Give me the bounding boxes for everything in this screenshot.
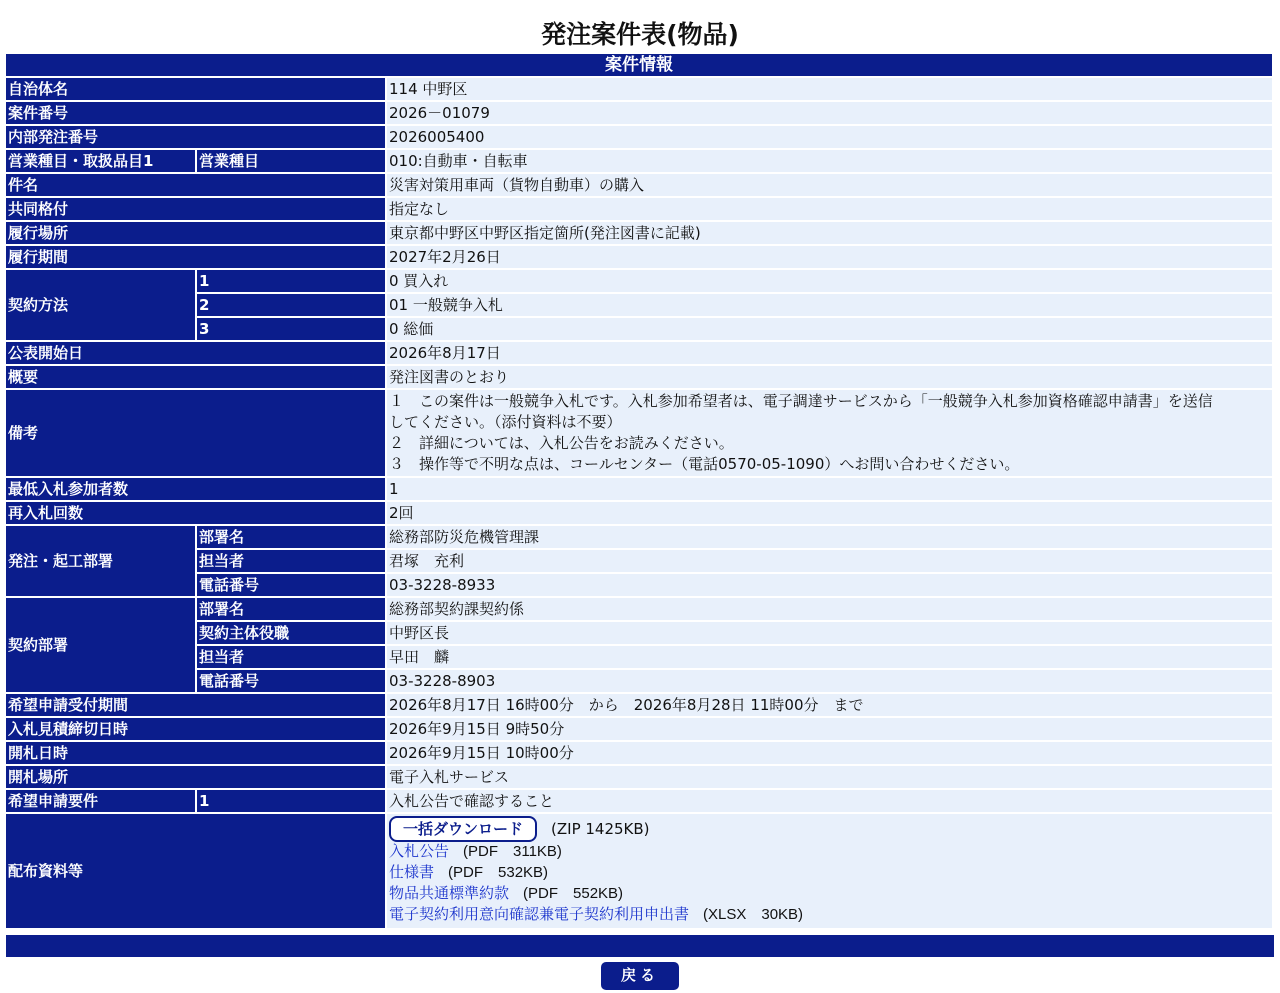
row-saitei	[6, 478, 1274, 502]
value-kaisatsu: 2026年9月15日 10時00分	[387, 742, 1274, 766]
value-kibo-yoken: 入札公告で確認すること	[387, 790, 1274, 814]
row-keiyaku-hoho-2	[6, 294, 1274, 318]
row-basho	[6, 222, 1274, 246]
biko-line-1: １ この案件は一般競争入札です。入札参加希望者は、電子調達サービスから「一般競争入札参加資格確認申請書」を送信	[389, 392, 1213, 410]
row-kyodo	[6, 198, 1274, 222]
file-info: (XLSX 30KB)	[703, 906, 804, 923]
value-keiyaku-busho-4: 03-3228-8903	[387, 670, 1274, 694]
row-hatchu-busho-1	[6, 526, 1274, 550]
label-kohyo: 公表開始日	[6, 342, 387, 366]
file-info: (PDF 311KB)	[463, 843, 562, 860]
sublabel-keiyaku-busho-2: 契約主体役職	[197, 622, 387, 646]
row-biko	[6, 390, 1274, 478]
value-hatchu-busho-1: 総務部防災危機管理課	[387, 526, 1274, 550]
row-kohyo	[6, 342, 1274, 366]
value-biko	[387, 390, 1274, 478]
value-eigyo: 010:自動車・自転車	[387, 150, 1274, 174]
value-keiyaku-busho-1: 総務部契約課契約係	[387, 598, 1274, 622]
label-saitei: 最低入札参加者数	[6, 478, 387, 502]
label-kaisatsu-basho: 開札場所	[6, 766, 387, 790]
label-basho: 履行場所	[6, 222, 387, 246]
sublabel-hatchu-busho-3: 電話番号	[197, 574, 387, 598]
value-sainyu: 2回	[387, 502, 1274, 526]
value-kohyo: 2026年8月17日	[387, 342, 1274, 366]
sublabel-keiyaku-hoho-1: 1	[197, 270, 387, 294]
value-basho: 東京都中野区中野区指定箇所(発注図書に記載)	[387, 222, 1274, 246]
row-anken-no	[6, 102, 1274, 126]
page-title: 発注案件表(物品)	[541, 20, 739, 49]
value-hatchu-busho-2: 君塚 充利	[387, 550, 1274, 574]
label-jichitai: 自治体名	[6, 78, 387, 102]
value-hatchu-busho-3: 03-3228-8933	[387, 574, 1274, 598]
label-haifu: 配布資料等	[6, 814, 387, 930]
row-keiyaku-busho-4	[6, 670, 1274, 694]
row-kaisatsu	[6, 742, 1274, 766]
sublabel-keiyaku-hoho-2: 2	[197, 294, 387, 318]
value-kyodo: 指定なし	[387, 198, 1274, 222]
value-haifu	[387, 814, 1274, 930]
sublabel-keiyaku-busho-3: 担当者	[197, 646, 387, 670]
file-info: (PDF 552KB)	[523, 885, 624, 902]
value-saitei: 1	[387, 478, 1274, 502]
download-line	[389, 816, 1270, 841]
label-kaisatsu: 開札日時	[6, 742, 387, 766]
file-link-nyusatsu-koukoku[interactable]: 入札公告	[389, 842, 450, 860]
value-keiyaku-busho-3: 早田 麟	[387, 646, 1274, 670]
row-naibu-no	[6, 126, 1274, 150]
value-kikan: 2027年2月26日	[387, 246, 1274, 270]
value-naibu-no: 2026005400	[387, 126, 1274, 150]
label-biko: 備考	[6, 390, 387, 478]
value-keiyaku-hoho-3: 0 総価	[387, 318, 1274, 342]
row-shimekiri	[6, 718, 1274, 742]
label-gaiyo: 概要	[6, 366, 387, 390]
row-keiyaku-hoho-1	[6, 270, 1274, 294]
section-title: 案件情報	[6, 54, 1274, 78]
label-kibo-yoken: 希望申請要件	[6, 790, 197, 814]
label-naibu-no: 内部発注番号	[6, 126, 387, 150]
row-hatchu-busho-2	[6, 550, 1274, 574]
label-kikan: 履行期間	[6, 246, 387, 270]
file-item	[389, 862, 1270, 883]
label-eigyo: 営業種目・取扱品目1	[6, 150, 197, 174]
value-kaisatsu-basho: 電子入札サービス	[387, 766, 1274, 790]
bulk-download-button[interactable]: 一括ダウンロード	[389, 816, 537, 842]
label-kenmei: 件名	[6, 174, 387, 198]
sublabel-keiyaku-busho-1: 部署名	[197, 598, 387, 622]
label-anken-no: 案件番号	[6, 102, 387, 126]
row-sainyu	[6, 502, 1274, 526]
file-info: (PDF 532KB)	[448, 864, 549, 881]
value-keiyaku-hoho-2: 01 一般競争入札	[387, 294, 1274, 318]
file-item	[389, 841, 1270, 862]
file-item	[389, 883, 1270, 904]
value-keiyaku-hoho-1: 0 買入れ	[387, 270, 1274, 294]
label-kibo-kikan: 希望申請受付期間	[6, 694, 387, 718]
value-jichitai: 114 中野区	[387, 78, 1274, 102]
row-kibo-kikan	[6, 694, 1274, 718]
sublabel-eigyo: 営業種目	[197, 150, 387, 174]
row-keiyaku-hoho-3	[6, 318, 1274, 342]
file-item	[389, 904, 1270, 925]
row-haifu	[6, 814, 1274, 930]
section-header-row	[6, 54, 1274, 78]
biko-line-3: ２ 詳細については、入札公告をお読みください。	[389, 434, 734, 452]
row-jichitai	[6, 78, 1274, 102]
label-hatchu-busho: 発注・起工部署	[6, 526, 197, 598]
sublabel-kibo-yoken: 1	[197, 790, 387, 814]
value-kibo-kikan: 2026年8月17日 16時00分 から 2026年8月28日 11時00分 まで	[387, 694, 1274, 718]
value-kenmei: 災害対策用車両（貨物自動車）の購入	[387, 174, 1274, 198]
case-info-table	[6, 54, 1274, 930]
row-kaisatsu-basho	[6, 766, 1274, 790]
row-kikan	[6, 246, 1274, 270]
bulk-download-info: (ZIP 1425KB)	[551, 820, 650, 838]
row-hatchu-busho-3	[6, 574, 1274, 598]
row-keiyaku-busho-3	[6, 646, 1274, 670]
biko-line-2: してください。（添付資料は不要）	[389, 413, 622, 431]
value-shimekiri: 2026年9月15日 9時50分	[387, 718, 1274, 742]
row-keiyaku-busho-2	[6, 622, 1274, 646]
label-keiyaku-busho: 契約部署	[6, 598, 197, 694]
value-gaiyo: 発注図書のとおり	[387, 366, 1274, 390]
file-link-denshi-keiyaku[interactable]: 電子契約利用意向確認兼電子契約利用申出書	[389, 905, 690, 923]
row-kenmei	[6, 174, 1274, 198]
sublabel-keiyaku-busho-4: 電話番号	[197, 670, 387, 694]
value-anken-no: 2026－01079	[387, 102, 1274, 126]
label-kyodo: 共同格付	[6, 198, 387, 222]
label-sainyu: 再入札回数	[6, 502, 387, 526]
sublabel-hatchu-busho-1: 部署名	[197, 526, 387, 550]
label-shimekiri: 入札見積締切日時	[6, 718, 387, 742]
row-eigyo	[6, 150, 1274, 174]
file-link-shiyousho[interactable]: 仕様書	[389, 863, 435, 881]
sublabel-hatchu-busho-2: 担当者	[197, 550, 387, 574]
label-keiyaku-hoho: 契約方法	[6, 270, 197, 342]
back-button[interactable]: 戻る	[601, 962, 679, 990]
sublabel-keiyaku-hoho-3: 3	[197, 318, 387, 342]
file-link-yakkan[interactable]: 物品共通標準約款	[389, 884, 510, 902]
row-kibo-yoken	[6, 790, 1274, 814]
row-gaiyo	[6, 366, 1274, 390]
biko-line-4: ３ 操作等で不明な点は、コールセンター（電話0570-05-1090）へお問い合わせください。	[389, 455, 1020, 473]
footer-bar	[6, 935, 1274, 957]
row-keiyaku-busho-1	[6, 598, 1274, 622]
value-keiyaku-busho-2: 中野区長	[387, 622, 1274, 646]
